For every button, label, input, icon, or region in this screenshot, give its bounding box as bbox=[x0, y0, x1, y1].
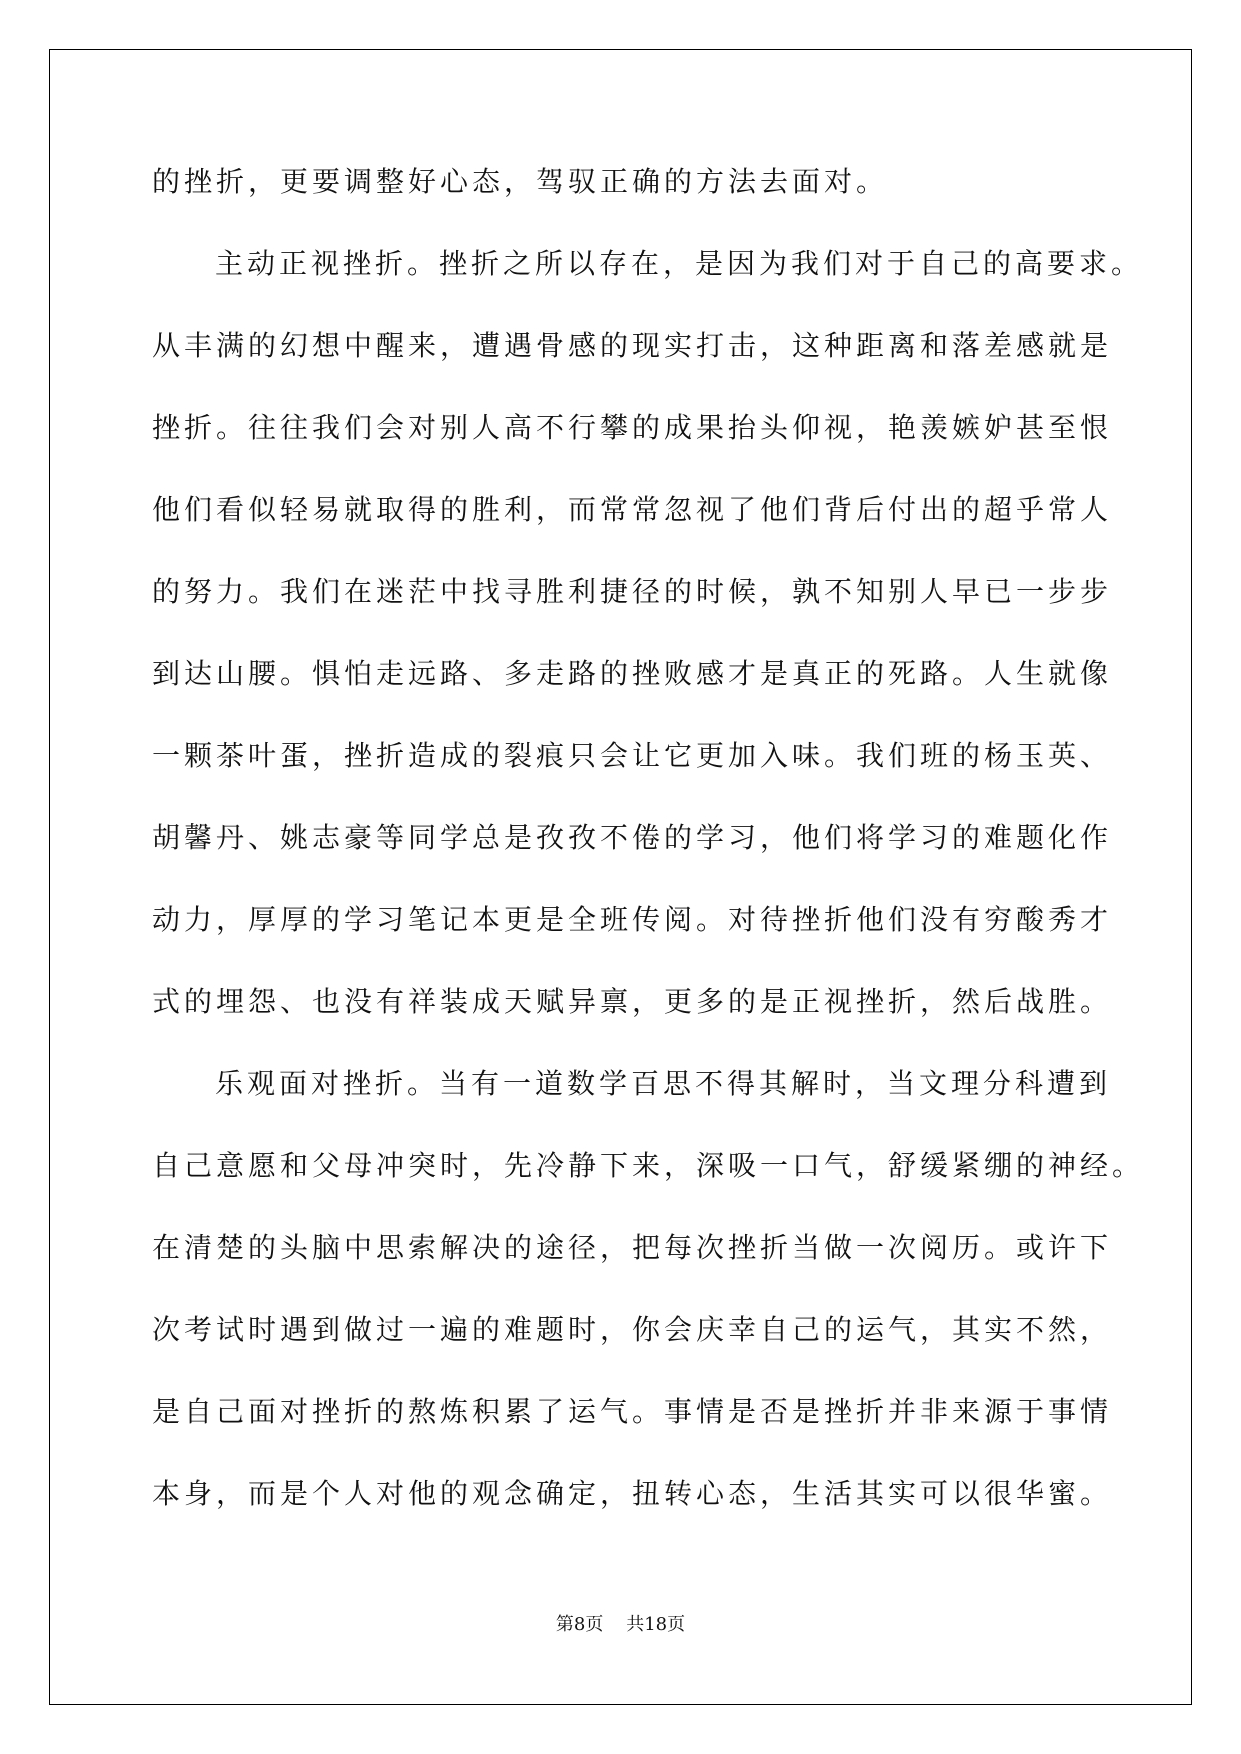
text-line: 挫折。往往我们会对别人高不行攀的成果抬头仰视，艳羡嫉妒甚至恨 bbox=[152, 411, 1113, 444]
text-line: 自己意愿和父母冲突时，先冷静下来，深吸一口气，舒缓紧绷的神经。 bbox=[152, 1149, 1145, 1182]
text-line: 一颗茶叶蛋，挫折造成的裂痕只会让它更加入味。我们班的杨玉英、 bbox=[152, 739, 1113, 772]
text-line: 本身，而是个人对他的观念确定，扭转心态，生活其实可以很华蜜。 bbox=[152, 1477, 1113, 1510]
text-line: 的努力。我们在迷茫中找寻胜利捷径的时候，孰不知别人早已一步步 bbox=[152, 575, 1113, 608]
document-body bbox=[152, 162, 1145, 1556]
paragraph-start-line: 主动正视挫折。挫折之所以存在，是因为我们对于自己的高要求。 bbox=[215, 247, 1144, 280]
text-line: 次考试时遇到做过一遍的难题时，你会庆幸自己的运气，其实不然， bbox=[152, 1313, 1113, 1346]
text-line: 式的埋怨、也没有祥装成天赋异禀，更多的是正视挫折，然后战胜。 bbox=[152, 985, 1113, 1018]
text-line: 他们看似轻易就取得的胜利，而常常忽视了他们背后付出的超乎常人 bbox=[152, 493, 1113, 526]
paragraph-start-line: 乐观面对挫折。当有一道数学百思不得其解时，当文理分科遭到 bbox=[215, 1067, 1112, 1100]
text-line: 到达山腰。惧怕走远路、多走路的挫败感才是真正的死路。人生就像 bbox=[152, 657, 1113, 690]
text-line: 是自己面对挫折的熬炼积累了运气。事情是否是挫折并非来源于事情 bbox=[152, 1395, 1113, 1428]
text-line: 胡馨丹、姚志豪等同学总是孜孜不倦的学习，他们将学习的难题化作 bbox=[152, 821, 1113, 854]
text-line: 在清楚的头脑中思索解决的途径，把每次挫折当做一次阅历。或许下 bbox=[152, 1231, 1113, 1264]
text-line: 的挫折，更要调整好心态，驾驭正确的方法去面对。 bbox=[152, 165, 889, 198]
text-line: 动力，厚厚的学习笔记本更是全班传阅。对待挫折他们没有穷酸秀才 bbox=[152, 903, 1113, 936]
page-number-footer: 第8页 共18页 bbox=[555, 1614, 686, 1635]
text-line: 从丰满的幻想中醒来，遭遇骨感的现实打击，这种距离和落差感就是 bbox=[152, 329, 1113, 362]
